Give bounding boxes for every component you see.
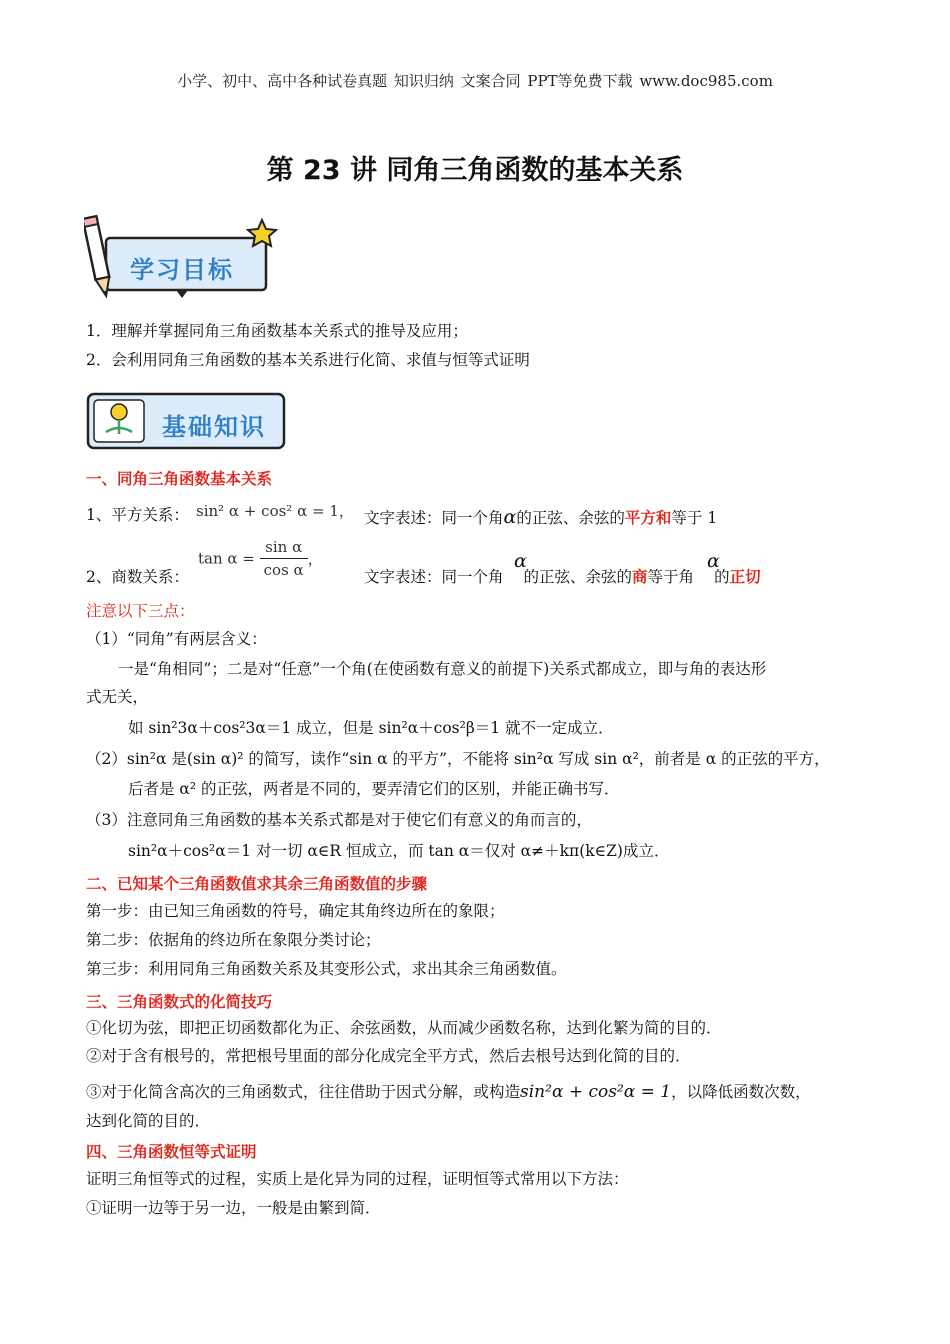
technique-item: ③对于化简含高次的三角函数式，往往借助于因式分解，或构造sin²α + cos²α = 1，以降低函数次数， [86, 1082, 811, 1102]
page-title: 第 23 讲 同角三角函数的基本关系 [266, 155, 684, 186]
technique-item: ②对于含有根号的，常把根号里面的部分化成完全平方式，然后去根号达到化简的目的． [86, 1047, 691, 1065]
quotient-relation-desc: 文字表述：同一个角 的正弦、余弦的商等于角 的正切 [364, 567, 761, 586]
section-heading: 四、三角函数恒等式证明 [86, 1143, 257, 1161]
proof-item: ①证明一边等于另一边，一般是由繁到简． [86, 1199, 381, 1217]
note-1-example: 如 sin²3α＋cos²3α＝1 成立，但是 sin²α＋cos²β＝1 就不一定成立． [128, 719, 614, 737]
alpha-symbol: α [514, 550, 527, 572]
note-2-text: （2）sin²α 是(sin α)² 的简写，读作“sin α 的平方”，不能将 sin²α 写成 sin α²，前者是 α 的正弦的平方， [86, 750, 830, 768]
alpha-symbol: α [707, 550, 720, 572]
section-heading: 一、同角三角函数基本关系 [86, 470, 273, 488]
note-1-text: 式无关， [86, 688, 149, 706]
basic-knowledge-badge [86, 390, 286, 454]
step-item: 第二步：依据角的终边所在象限分类讨论； [86, 931, 381, 949]
square-relation-formula: sin² α + cos² α = 1， [196, 502, 354, 520]
goal-item: 1．理解并掌握同角三角函数基本关系式的推导及应用； [86, 322, 468, 340]
step-item: 第一步：由已知三角函数的符号，确定其角终边所在的象限； [86, 902, 505, 920]
goal-item: 2．会利用同角三角函数的基本关系进行化简、求值与恒等式证明 [86, 351, 530, 369]
note-3-text: （3）注意同角三角函数的基本关系式都是对于使它们有意义的角而言的， [86, 811, 592, 829]
proof-text: 证明三角恒等式的过程，实质上是化异为同的过程，证明恒等式常用以下方法： [86, 1170, 629, 1188]
step-item: 第三步：利用同角三角函数关系及其变形公式，求出其余三角函数值。 [86, 960, 567, 978]
note-2-text: 后者是 α² 的正弦，两者是不同的，要弄清它们的区别，并能正确书写． [128, 780, 620, 798]
technique-item: 达到化简的目的． [86, 1112, 211, 1130]
learning-goals-label: 学习目标 [130, 256, 234, 284]
quotient-relation-label: 2、商数关系： [86, 568, 189, 586]
technique-item: ①化切为弦，即把正切函数都化为正、余弦函数，从而减少函数名称，达到化繁为简的目的． [86, 1019, 722, 1037]
quotient-relation-formula: tan α = $\frac{\text{sin α}}{\text{cos α}}$ ， [198, 538, 323, 579]
note-1-text: 一是“角相同”；二是对“任意”一个角(在使函数有意义的前提下)关系式都成立，即与角的表达形 [118, 660, 767, 678]
note-3-text: sin²α＋cos²α＝1 对一切 α∈R 恒成立，而 tan α＝仅对 α≠＋kπ(k∈Z)成立． [128, 842, 670, 860]
basic-knowledge-label: 基础知识 [162, 413, 266, 441]
learning-goals-badge [84, 212, 280, 304]
square-relation-desc: 文字表述：同一个角α的正弦、余弦的平方和等于 1 [364, 506, 718, 528]
note-heading: 注意以下三点： [86, 602, 195, 620]
note-1-heading: （1）“同角”有两层含义： [86, 630, 267, 648]
site-header: 小学、初中、高中各种试卷真题 知识归纳 文案合同 PPT等免费下载 www.doc985.com [177, 72, 773, 90]
section-heading: 二、已知某个三角函数值求其余三角函数值的步骤 [86, 875, 428, 893]
section-heading: 三、三角函数式的化简技巧 [86, 993, 273, 1011]
square-relation-label: 1、平方关系： [86, 506, 189, 524]
